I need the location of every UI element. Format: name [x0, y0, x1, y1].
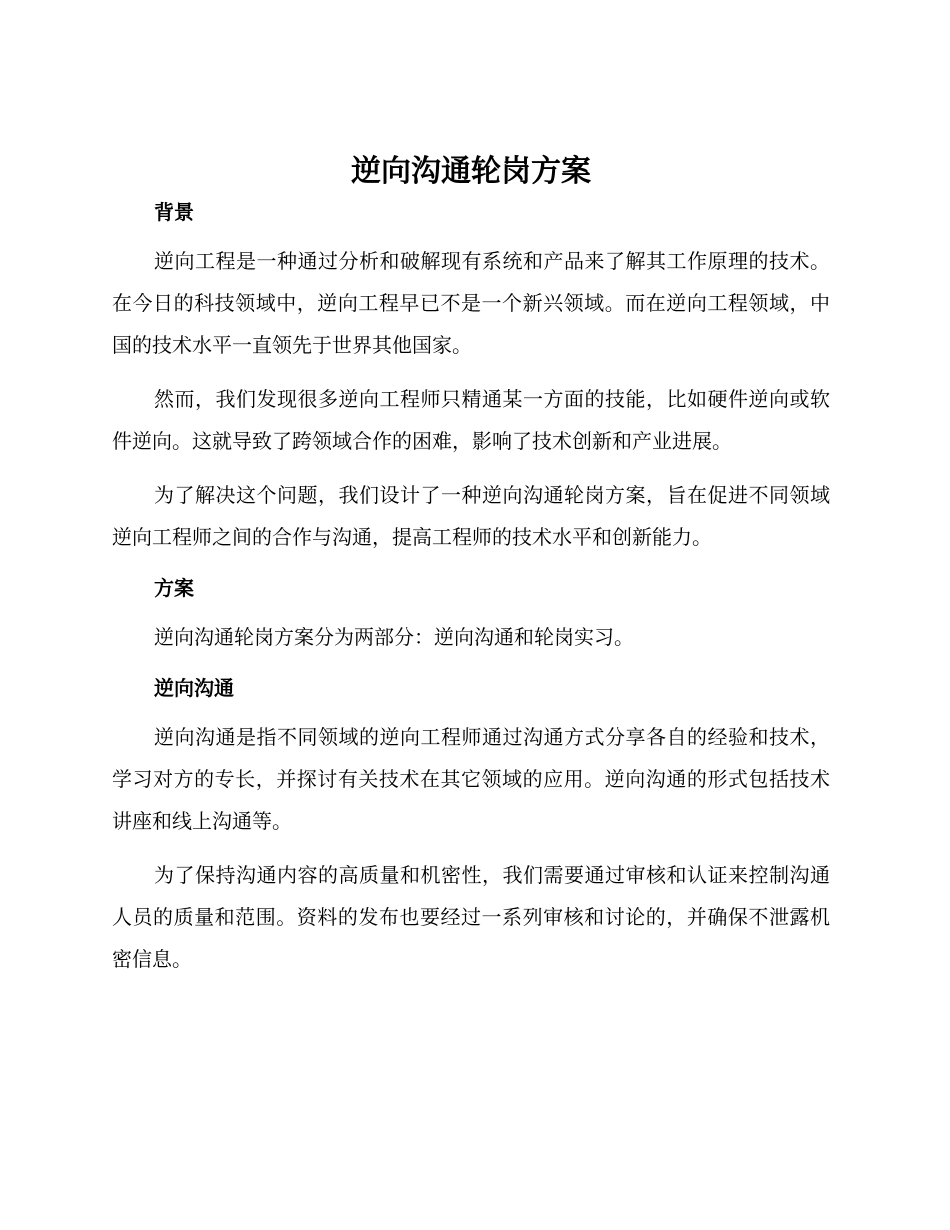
document-title: 逆向沟通轮岗方案 — [351, 154, 591, 189]
section-background — [112, 194, 830, 558]
section-heading: 逆向沟通 — [154, 676, 234, 700]
section-reverse-communication — [112, 670, 830, 980]
section-plan — [112, 570, 830, 658]
document-page — [112, 150, 830, 980]
paragraph: 为了保持沟通内容的高质量和机密性，我们需要通过审核和认证来控制沟通人员的质量和范围。资料的发布也要经过一系列审核和讨论的，并确保不泄露机密信息。 — [112, 863, 830, 971]
section-heading: 方案 — [154, 576, 194, 600]
paragraph: 然而，我们发现很多逆向工程师只精通某一方面的技能，比如硬件逆向或软件逆向。这就导致了跨领域合作的困难，影响了技术创新和产业进展。 — [112, 387, 830, 453]
paragraph: 逆向工程是一种通过分析和破解现有系统和产品来了解其工作原理的技术。在今日的科技领域中，逆向工程早已不是一个新兴领域。而在逆向工程领域，中国的技术水平一直领先于世界其他国家。 — [112, 249, 830, 357]
paragraph: 逆向沟通轮岗方案分为两部分：逆向沟通和轮岗实习。 — [154, 625, 634, 649]
paragraph: 逆向沟通是指不同领域的逆向工程师通过沟通方式分享各自的经验和技术，学习对方的专长，并探讨有关技术在其它领域的应用。逆向沟通的形式包括技术讲座和线上沟通等。 — [112, 725, 830, 833]
section-heading: 背景 — [154, 200, 194, 224]
paragraph: 为了解决这个问题，我们设计了一种逆向沟通轮岗方案，旨在促进不同领域逆向工程师之间的合作与沟通，提高工程师的技术水平和创新能力。 — [112, 483, 830, 549]
